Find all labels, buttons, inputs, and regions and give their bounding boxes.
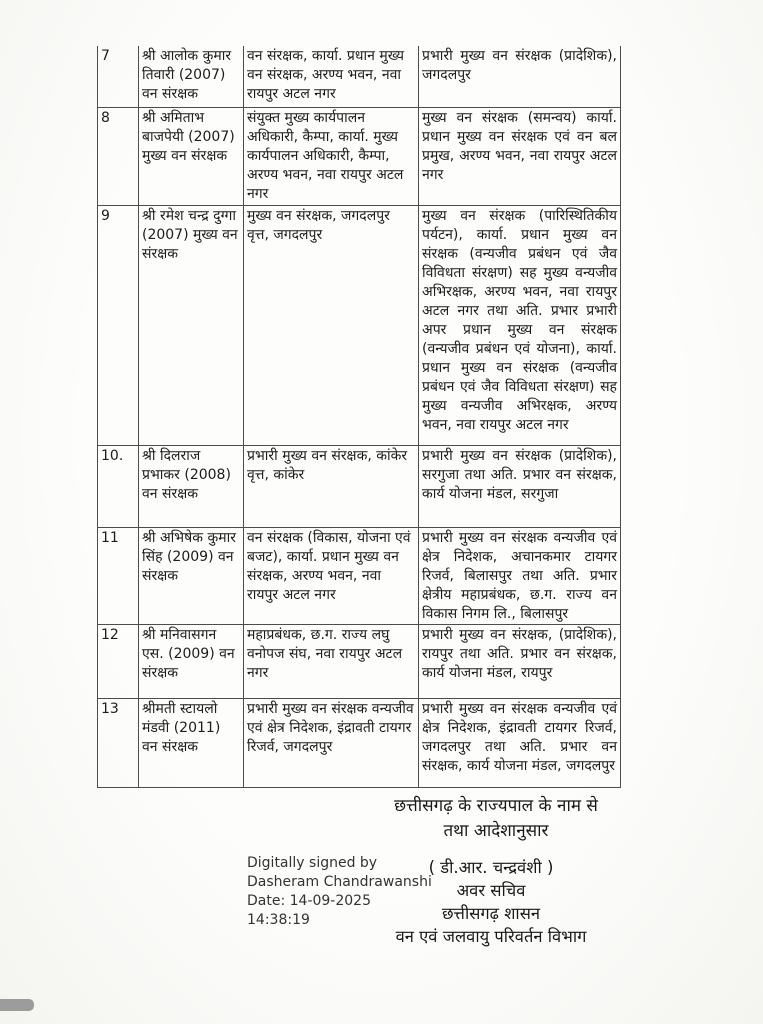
row-serial: 10. (98, 445, 139, 527)
row-serial: 7 (98, 46, 139, 107)
postings-table (97, 46, 621, 788)
signatory-department: वन एवं जलवायु परिवर्तन विभाग (395, 927, 587, 946)
digital-signature-line: 14:38:19 (247, 912, 310, 928)
row-serial: 13 (98, 698, 139, 787)
signatory-government: छत्तीसगढ़ शासन (441, 904, 541, 923)
row-officer-name: श्री रमेश चन्द्र दुग्गा (2007) मुख्य वन संरक्षक (139, 205, 244, 445)
row-serial: 12 (98, 624, 139, 698)
table-row (98, 445, 621, 527)
digital-signature-line: Dasheram Chandrawanshi (247, 874, 432, 890)
row-new-posting: प्रभारी मुख्य वन संरक्षक, (प्रादेशिक), रायपुर तथा अति. प्रभार वन संरक्षक, कार्य योजना मंडल, रायपुर (419, 624, 621, 698)
row-officer-name: श्री आलोक कुमार तिवारी (2007) वन संरक्षक (139, 46, 244, 107)
row-current-posting: प्रभारी मुख्य वन संरक्षक वन्यजीव एवं क्षेत्र निदेशक, इंद्रावती टायगर रिजर्व, जगदलपुर (244, 698, 419, 787)
row-officer-name: श्री अभिषेक कुमार सिंह (2009) वन संरक्षक (139, 527, 244, 624)
row-current-posting: महाप्रबंधक, छ.ग. राज्य लघु वनोपज संघ, नवा रायपुर अटल नगर (244, 624, 419, 698)
table-row (98, 205, 621, 445)
row-new-posting: प्रभारी मुख्य वन संरक्षक (प्रादेशिक), जगदलपुर (419, 46, 621, 107)
row-officer-name: श्रीमती स्टायलो मंडवी (2011) वन संरक्षक (139, 698, 244, 787)
row-new-posting: प्रभारी मुख्य वन संरक्षक (प्रादेशिक), सरगुजा तथा अति. प्रभार वन संरक्षक, कार्य योजना मंडल, सरगुजा (419, 445, 621, 527)
attestation-line1: छत्तीसगढ़ के राज्यपाल के नाम से (394, 796, 598, 816)
attestation-heading (350, 794, 642, 844)
row-current-posting: वन संरक्षक (विकास, योजना एवं बजट), कार्या. प्रधान मुख्य वन संरक्षक, अरण्य भवन, नवा रायपुर अटल नगर (244, 527, 419, 624)
table-row (98, 624, 621, 698)
row-new-posting: मुख्य वन संरक्षक (समन्वय) कार्या. प्रधान मुख्य वन संरक्षक एवं वन बल प्रमुख, अरण्य भवन, नवा रायपुर अटल नगर (419, 107, 621, 205)
row-new-posting: मुख्य वन संरक्षक (पारिस्थितिकीय पर्यटन), कार्या. प्रधान मुख्य वन संरक्षक (वन्यजीव प्रबंधन एवं जैव विविधता संरक्षण) सह मुख्य वन्यजीव अभिरक्षक, अरण्य भवन, नवा रायपुर अटल नगर तथा अति. प्रभार प्रभारी अपर प्रधान मुख्य वन संरक्षक (वन्यजीव प्रबंधन एवं योजना), कार्या. प्रधान मुख्य वन संरक्षक (वन्यजीव प्रबंधन एवं जैव विविधता संरक्षण) सह मुख्य वन्यजीव अभिरक्षक, अरण्य भवन, नवा रायपुर अटल नगर (419, 205, 621, 445)
table-row (98, 46, 621, 107)
row-serial: 9 (98, 205, 139, 445)
signatory-block (359, 856, 623, 948)
corner-tab-artifact (0, 999, 34, 1011)
row-officer-name: श्री अमिताभ बाजपेयी (2007) मुख्य वन संरक्षक (139, 107, 244, 205)
table-row (98, 698, 621, 787)
signatory-name: ( डी.आर. चन्द्रवंशी ) (428, 858, 554, 877)
row-officer-name: श्री दिलराज प्रभाकर (2008) वन संरक्षक (139, 445, 244, 527)
signatory-designation: अवर सचिव (456, 881, 526, 900)
row-current-posting: वन संरक्षक, कार्या. प्रधान मुख्य वन संरक्षक, अरण्य भवन, नवा रायपुर अटल नगर (244, 46, 419, 107)
row-new-posting: प्रभारी मुख्य वन संरक्षक वन्यजीव एवं क्षेत्र निदेशक, अचानकमार टायगर रिजर्व, बिलासपुर तथा अति. प्रभार क्षेत्रीय महाप्रबंधक, छ.ग. राज्य वन विकास निगम लि., बिलासपुर (419, 527, 621, 624)
row-current-posting: प्रभारी मुख्य वन संरक्षक, कांकेर वृत्त, कांकेर (244, 445, 419, 527)
row-serial: 11 (98, 527, 139, 624)
row-current-posting: संयुक्त मुख्य कार्यपालन अधिकारी, कैम्पा, कार्या. मुख्य कार्यपालन अधिकारी, कैम्पा, अरण्य भवन, नवा रायपुर अटल नगर (244, 107, 419, 205)
digital-signature-line: Date: 14-09-2025 (247, 893, 371, 909)
row-current-posting: मुख्य वन संरक्षक, जगदलपुर वृत्त, जगदलपुर (244, 205, 419, 445)
row-new-posting: प्रभारी मुख्य वन संरक्षक वन्यजीव एवं क्षेत्र निदेशक, इंद्रावती टायगर रिजर्व, जगदलपुर तथा अति. प्रभार वन संरक्षक, कार्य योजना मंडल, जगदलपुर (419, 698, 621, 787)
table-row (98, 527, 621, 624)
table-row (98, 107, 621, 205)
digital-signature-line: Digitally signed by (247, 855, 378, 871)
row-officer-name: श्री मनिवासगन एस. (2009) वन संरक्षक (139, 624, 244, 698)
row-serial: 8 (98, 107, 139, 205)
attestation-line2: तथा आदेशानुसार (443, 821, 549, 841)
